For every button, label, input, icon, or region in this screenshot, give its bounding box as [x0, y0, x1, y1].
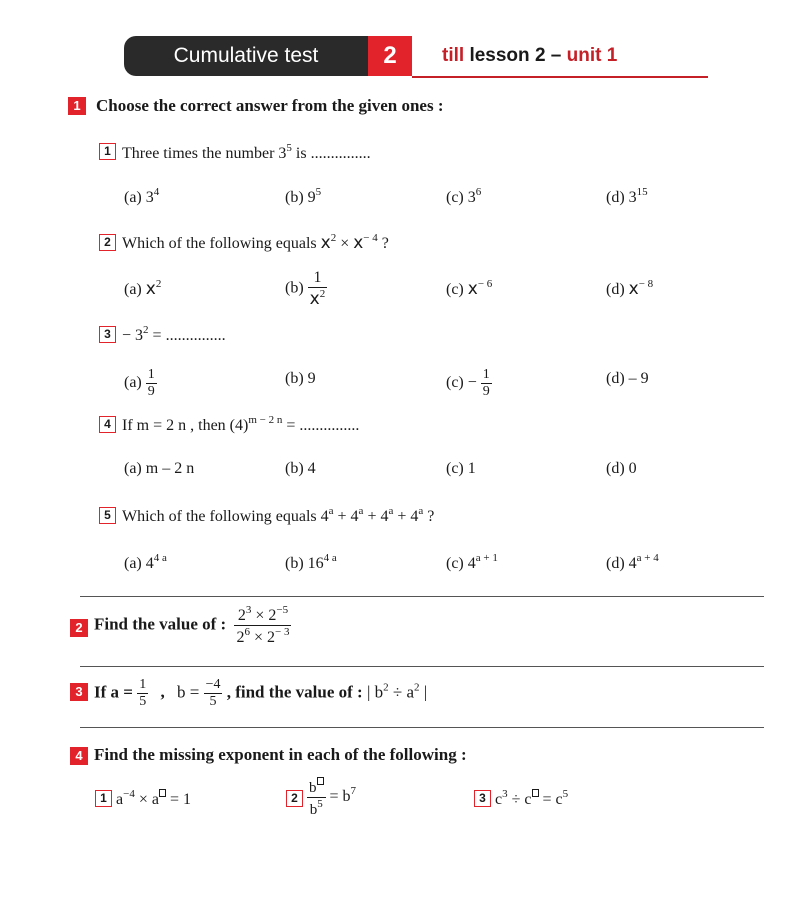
subquestion-1-1-text	[122, 142, 371, 163]
expr-close: |	[423, 682, 428, 702]
numerator	[307, 777, 326, 798]
option-base: 3	[628, 189, 637, 206]
question-2-number: 2	[70, 619, 88, 637]
answer-blank: ...............	[310, 145, 371, 162]
option-label: (b)	[285, 460, 304, 477]
exp: 2	[319, 288, 326, 300]
equals: =	[286, 417, 296, 434]
option-exp: − 8	[638, 278, 654, 290]
term-base: 4	[380, 508, 389, 525]
var-x: x	[320, 233, 331, 253]
option-value: 0	[628, 460, 637, 477]
term-exp: a	[328, 505, 334, 517]
option-base: 9	[307, 189, 316, 206]
subquestion-1-1-number: 1	[99, 143, 116, 160]
var-x: x	[309, 289, 320, 309]
q4-2-fraction	[307, 777, 326, 818]
option-1-5-b[interactable]	[285, 552, 337, 573]
expr-open: | b	[366, 682, 384, 702]
base: 2	[267, 629, 276, 646]
option-1-2-d[interactable]	[606, 278, 653, 299]
fraction	[308, 270, 328, 308]
option-1-1-b[interactable]	[285, 186, 321, 207]
question-1-heading: Choose the correct answer from the given ones :	[96, 96, 444, 115]
subquestion-4-2-number: 2	[286, 790, 303, 807]
denominator: 5	[139, 694, 147, 709]
equals-one: = 1	[169, 791, 191, 808]
option-1-1-d[interactable]	[606, 186, 648, 207]
numerator: 1	[308, 270, 328, 288]
exp: 2	[330, 232, 337, 244]
numerator: 1	[139, 677, 147, 692]
option-label: (b)	[285, 189, 304, 206]
subquestion-1-3-text	[122, 324, 226, 345]
option-1-4-d[interactable]	[606, 460, 637, 478]
times-sign: ×	[253, 629, 264, 646]
denominator	[307, 798, 326, 818]
option-label: (c)	[446, 460, 464, 477]
option-base: x	[628, 279, 639, 299]
q2-fraction	[234, 605, 291, 646]
subquestion-1-2-number: 2	[99, 234, 116, 251]
denominator: 9	[147, 384, 155, 399]
question-2-content	[94, 605, 291, 646]
option-label: (a)	[124, 555, 142, 572]
term-base: 4	[320, 508, 329, 525]
exp: 5	[317, 798, 323, 810]
option-exp: 2	[155, 278, 162, 290]
missing-exponent-box[interactable]	[317, 776, 324, 788]
exp: 6	[244, 626, 250, 638]
sq-tail: is	[295, 145, 307, 162]
lesson-unit-label	[442, 45, 617, 67]
option-1-3-c[interactable]	[446, 368, 492, 399]
option-1-4-b[interactable]	[285, 460, 316, 478]
section-divider	[80, 727, 764, 728]
comma: ,	[160, 682, 165, 702]
section-divider	[80, 596, 764, 597]
option-label: (c)	[446, 374, 464, 392]
option-exp: 4 a	[323, 552, 337, 564]
option-1-1-a[interactable]	[124, 186, 159, 207]
divide-sign: ÷	[511, 791, 521, 808]
b-fraction	[204, 678, 223, 709]
denominator	[308, 288, 328, 308]
exp: 3	[245, 604, 252, 616]
if-a-label: If a =	[94, 682, 133, 702]
subquestion-4-3-expr	[495, 788, 568, 809]
term-base: 4	[350, 508, 359, 525]
divide-sign: ÷	[392, 682, 403, 702]
option-label: (c)	[446, 555, 464, 572]
answer-blank: ...............	[299, 417, 360, 434]
option-base: 4	[467, 555, 476, 572]
var-a: a	[116, 791, 124, 808]
lesson-label: lesson	[469, 45, 530, 66]
option-1-3-a[interactable]	[124, 368, 157, 399]
option-1-5-a[interactable]	[124, 552, 167, 573]
option-label: (a)	[124, 281, 142, 298]
option-1-2-a[interactable]	[124, 278, 161, 299]
option-exp: 5	[315, 186, 322, 198]
equals-c: = c	[542, 791, 563, 808]
option-1-5-c[interactable]	[446, 552, 498, 573]
option-label: (b)	[285, 370, 304, 387]
option-value: 4	[307, 460, 316, 477]
sq-base: 3	[278, 145, 287, 162]
dash: –	[550, 45, 562, 66]
sq-prefix: − 3	[122, 327, 144, 344]
term-exp: a	[388, 505, 394, 517]
sq-tail: ?	[381, 235, 389, 252]
exp: − 4	[363, 232, 378, 244]
sq-text: Which of the following equals	[122, 235, 317, 252]
option-1-2-c[interactable]	[446, 278, 492, 299]
option-base: 4	[145, 555, 154, 572]
section-divider	[80, 666, 764, 667]
option-label: (c)	[446, 281, 464, 298]
question-3-content	[94, 678, 427, 709]
var-c: c	[495, 791, 503, 808]
exp: 2	[143, 324, 149, 336]
minus-sign: −	[467, 374, 477, 392]
option-base: 3	[467, 189, 476, 206]
times-sign: ×	[255, 607, 265, 624]
subquestion-1-2-text	[122, 232, 389, 253]
exp: − 3	[275, 626, 290, 638]
option-base: 16	[307, 555, 324, 572]
subquestion-1-4-text	[122, 414, 359, 435]
q2-denominator	[234, 626, 291, 646]
denominator: 9	[482, 384, 490, 399]
question-3-heading: , find the value of :	[226, 682, 363, 702]
option-1-4-c[interactable]	[446, 460, 476, 478]
option-exp: 4	[153, 186, 160, 198]
missing-exponent-box[interactable]	[532, 788, 539, 800]
header-underline	[412, 76, 708, 78]
question-4-number: 4	[70, 747, 88, 765]
option-1-2-b[interactable]	[285, 270, 327, 308]
subquestion-4-3-number: 3	[474, 790, 491, 807]
exp: 5	[562, 788, 569, 800]
lesson-number: 2	[534, 45, 546, 66]
var-a: a	[151, 791, 159, 808]
option-label: (d)	[606, 370, 625, 387]
times-sign: ×	[340, 235, 350, 252]
plus-sign: +	[367, 508, 377, 525]
term-exp: a	[418, 505, 424, 517]
unit-label: unit	[566, 45, 602, 66]
option-1-1-c[interactable]	[446, 186, 481, 207]
option-1-4-a[interactable]	[124, 460, 194, 478]
sq-exp: 5	[286, 142, 292, 154]
subquestion-1-4-number: 4	[99, 416, 116, 433]
q2-numerator	[234, 605, 291, 626]
sq-text: Which of the following equals	[122, 508, 317, 525]
b-eq-label: b =	[176, 682, 200, 702]
times-sign: ×	[138, 791, 148, 808]
option-label: (d)	[606, 555, 625, 572]
option-1-3-d[interactable]	[606, 370, 649, 388]
numerator: −4	[205, 677, 221, 692]
option-base: 4	[628, 555, 637, 572]
option-base: x	[467, 279, 478, 299]
unit-number: 1	[606, 45, 618, 66]
var-x: x	[353, 233, 364, 253]
option-label: (b)	[285, 555, 304, 572]
option-label: (b)	[285, 279, 304, 297]
var-b: b	[309, 780, 317, 796]
question-4-heading: Find the missing exponent in each of the following :	[94, 745, 467, 764]
option-label: (a)	[124, 460, 142, 477]
subquestion-1-5-number: 5	[99, 507, 116, 524]
option-exp: a + 1	[475, 552, 498, 564]
sq-text: If m = 2 n , then (4)	[122, 417, 249, 434]
plus-sign: +	[397, 508, 407, 525]
option-label: (a)	[124, 189, 142, 206]
equals-b: = b	[329, 788, 351, 806]
option-exp: 6	[475, 186, 482, 198]
var-a: a	[406, 682, 415, 702]
answer-blank: ...............	[165, 327, 226, 344]
option-exp: 15	[636, 186, 648, 198]
question-2-heading: Find the value of :	[94, 614, 227, 634]
subquestion-1-3-number: 3	[99, 326, 116, 343]
a-fraction	[137, 678, 148, 709]
option-exp: 4 a	[153, 552, 167, 564]
subquestion-1-5-text	[122, 505, 434, 526]
missing-exponent-box[interactable]	[159, 788, 166, 800]
subquestion-4-2-expr	[307, 777, 356, 818]
var-c: c	[524, 791, 532, 808]
option-value: 1	[467, 460, 476, 477]
exp: 2	[383, 681, 389, 694]
exp: m − 2 n	[248, 414, 283, 426]
option-value: – 9	[628, 370, 649, 387]
exp: 3	[502, 788, 508, 800]
option-label: (a)	[124, 374, 142, 392]
option-label: (c)	[446, 189, 464, 206]
numerator: 1	[482, 367, 490, 382]
exp: −5	[276, 604, 289, 616]
sq-text: Three times the number	[122, 145, 275, 162]
fraction	[481, 368, 492, 399]
option-label: (d)	[606, 460, 625, 477]
option-exp: a + 4	[636, 552, 659, 564]
option-1-3-b[interactable]	[285, 370, 316, 388]
till-label: till	[442, 45, 465, 66]
question-3-number: 3	[70, 683, 88, 701]
option-value: m – 2 n	[145, 460, 195, 477]
sq-tail: ?	[427, 508, 435, 525]
option-exp: − 6	[477, 278, 493, 290]
equals: =	[152, 327, 162, 344]
option-base: 3	[145, 189, 154, 206]
option-1-5-d[interactable]	[606, 552, 659, 573]
option-label: (d)	[606, 281, 625, 298]
term-base: 4	[410, 508, 419, 525]
numerator: 1	[147, 367, 155, 382]
base: 2	[237, 607, 246, 624]
exp: −4	[123, 788, 135, 800]
denominator: 5	[209, 694, 217, 709]
subquestion-4-1-expr	[116, 788, 191, 809]
subquestion-4-1-number: 1	[95, 790, 112, 807]
option-base: x	[145, 279, 156, 299]
var-b: b	[309, 802, 318, 818]
base: 2	[268, 607, 277, 624]
fraction	[146, 368, 157, 399]
base: 2	[236, 629, 245, 646]
question-1-number: 1	[68, 97, 86, 115]
test-number-badge: 2	[368, 36, 412, 76]
test-title: Cumulative test	[173, 44, 319, 67]
exp: 2	[414, 681, 420, 694]
option-value: 9	[307, 370, 316, 387]
plus-sign: +	[337, 508, 347, 525]
option-label: (d)	[606, 189, 625, 206]
exp: 7	[350, 785, 357, 798]
term-exp: a	[358, 505, 364, 517]
